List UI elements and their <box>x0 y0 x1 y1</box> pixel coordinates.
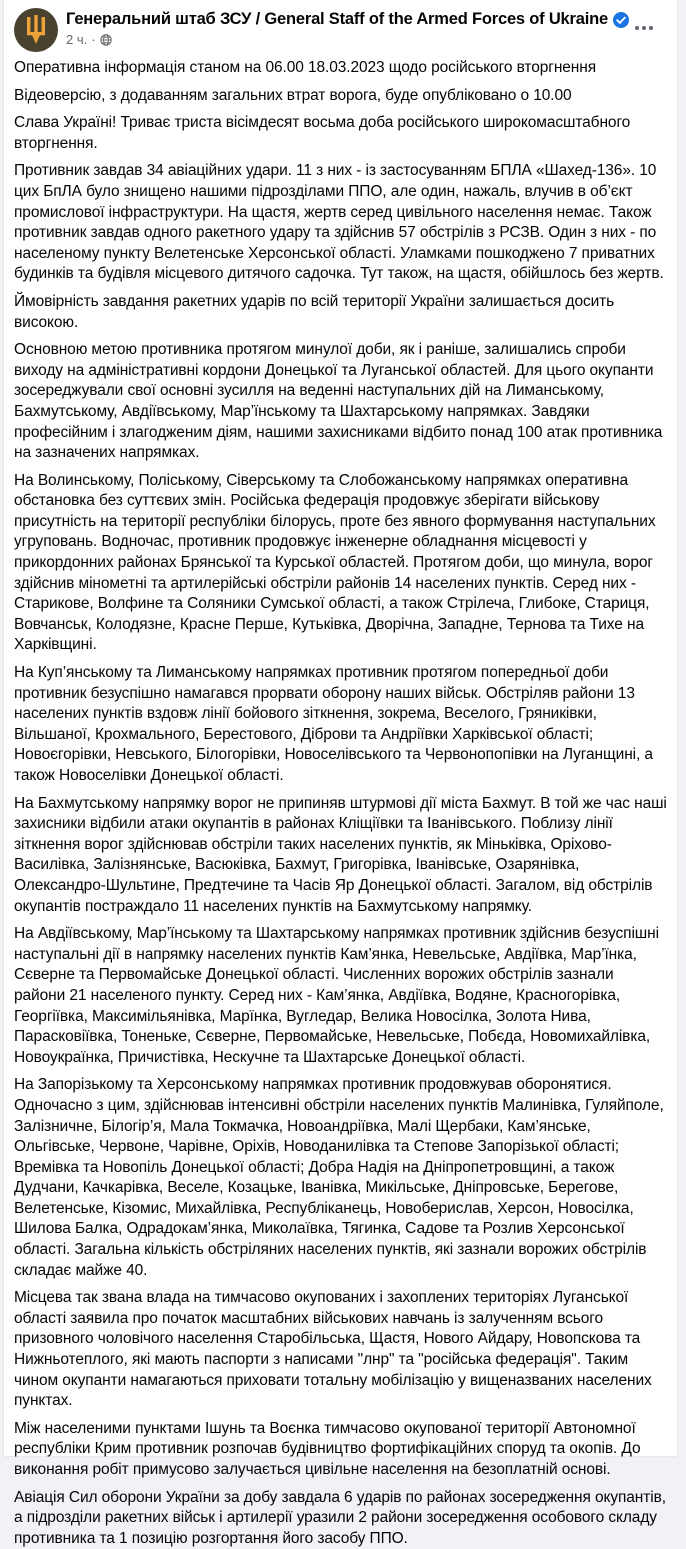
post-paragraph: Оперативна інформація станом на 06.00 18.03.2023 щодо російського вторгнення <box>14 59 597 76</box>
post-paragraph: Слава Україні! Триває триста вісімдесят восьма доба російського широкомасштабного вторгнення. <box>14 114 631 152</box>
post-timestamp[interactable]: 2 ч. <box>66 32 88 47</box>
post-header <box>4 0 677 56</box>
post-paragraph: Місцева так звана влада на тимчасово окупованих і захоплених територіях Луганської області заявила про початок масштабних військових навчань із залученням всього призовного чоловічого населення Старобільська, Щастя, Нового Айдару, Новопскова та Нижньотеплого, які мають паспорти з написами "лнр" та "російська федерація". Таким чином окупанти намагаються приховати тотальну мобілізацію у вищеназваних населених пунктах. <box>14 1289 652 1410</box>
post-paragraph: На Бахмутському напрямку ворог не припиняв штурмові дії міста Бахмут. В той же час наші захисники відбили атаки окупантів в районах Кліщіївки та Іванівського. Поблизу лінії зіткнення ворог здійснював обстріли таких населених пунктів, як Міньківка, Оріхово-Василівка, Залізнянське, Васюківка, Бахмут, Григорівка, Іванівське, Озарянівка, Олександро-Шультине, Предтечине та Часів Яр Донецької області. Загалом, від обстрілів окупантів постраждало 11 населених пунктів на Бахмутському напрямку. <box>14 794 667 915</box>
avatar[interactable] <box>14 8 58 52</box>
post-paragraph: Ймовірність завдання ракетних ударів по всій території України залишається досить високою. <box>14 292 615 331</box>
facebook-post-card <box>4 0 677 1547</box>
more-options-icon <box>649 26 653 30</box>
post-paragraph: На Волинському, Поліському, Сіверському та Слобожанському напрямках оперативна обстановка без суттєвих змін. Російська федерація продовжує зберігати військову присутність на території республіки білорусь, проте без явного формування наступальних угруповань. Водночас, противник продовжує інженерне обладнання місцевості у прикордонних районах Брянської та Курської областей. Протягом доби, що минула, ворог здійснив мінометні та артилерійські обстріли районів 14 населених пунктів. Серед них - Старикове, Волфине та Соляники Сумської області, а також Стрілеча, Глибоке, Стариця, Вовчанськ, Колодязне, Красне Перше, Кутьківка, Дворічна, Западне, Тернова та Тихе на Харківщині. <box>14 471 656 654</box>
more-options-button[interactable] <box>633 20 655 36</box>
post-paragraph: На Запорізькому та Херсонському напрямках противник продовжував оборонятися. Одночасно з цим, здійснював інтенсивні обстріли населених пунктів Малинівка, Гуляйполе, Залізничне, Білогір’я, Мала Токмачка, Новоандріївка, Малі Щербаки, Кам’янське, Ольгівське, Червоне, Чарівне, Оріхів, Новоданилівка та Степове Запорізької області; Времівка та Новопіль Донецької області; Добра Надія на Дніпропетровщині, а також Дудчани, Качкарівка, Веселе, Козацьке, Іванівка, Микільське, Дніпровське, Берегове, Велетенське, Кізомис, Михайлівка, Республіканець, Новоберислав, Херсон, Новосілка, Шилова Балка, Одрадокам’янка, Миколаївка, Тягинка, Садове та Розлив Херсонської області. Загальна кількість обстріляних населених пунктів, які зазнали ворожих обстрілів складає майже 40. <box>14 1076 664 1279</box>
post-paragraph: Противник завдав 34 авіаційних удари. 11 з них - із застосуванням БПЛА «Шахед-136». 10 цих БпЛА було знищено нашими підрозділами ППО, але один, нажаль, влучив в об’єкт промислової інфраструктури. На щастя, жертв серед цивільного населення немає. Також противник завдав одного ракетного удару та здійснив 57 обстрілів з РСЗВ. Один з них - по населеному пункту Велетенське Херсонської області. Уламками пошкоджено 7 приватних будинків та будівля місцевого дитячого садочка. Тут також, на щастя, обійшлось без жертв. <box>14 162 664 283</box>
verified-badge-icon <box>613 12 629 28</box>
post-paragraph: На Куп’янському та Лиманському напрямках противник протягом попередньої доби противник безуспішно намагався прорвати оборону наших військ. Обстріляв райони 13 населених пунктів вздовж лінії бойового зіткнення, зокрема, Веселого, Гряниківки, Вільшаної, Крохмального, Берестового, Діброви та Андріївки Харківської області; Новоєгорівки, Невського, Білогорівки, Новоселівського та Червонопопівки на Луганщині, а також Новоселівки Донецької області. <box>14 664 653 784</box>
post-paragraph: Основною метою противника протягом минулої доби, як і раніше, залишались спроби виходу на адміністративні кордони Донецької та Луганської областей. Для цього окупанти зосереджували свої основні зусилля на веденні наступальних дій на Лиманському, Бахмутському, Авдіївському, Мар’їнському та Шахтарському напрямках. Завдяки професійним і злагодженим діям, нашими захисниками відбито понад 100 атак противника на зазначених напрямках. <box>14 341 663 462</box>
more-options-icon <box>642 26 646 30</box>
post-paragraph: Авіація Сил оборони України за добу завдала 6 ударів по районах зосередження окупантів, а підрозділи ракетних військ і артилерії уразили 2 райони зосередження особового складу противника та 1 позицію розгортання його засобу ППО. <box>14 1488 666 1547</box>
post-paragraph: Між населеними пунктами Ішунь та Воєнка тимчасово окупованої території Автономної республіки Крим противник розпочав будівництво фортифікаційних споруд та окопів. До виконання робіт примусово залучається цивільне населення на безоплатній основі. <box>14 1419 641 1478</box>
globe-icon <box>100 34 112 46</box>
post-paragraph: На Авдіївському, Мар’їнському та Шахтарському напрямках противник здійснив безуспішні наступальні дії в напрямку населених пунктів Кам’янка, Невельське, Авдіївка, Мар’їнка, Сєверне та Первомайське Донецької області. Численних ворожих обстрілів зазнали райони 21 населеного пункту. Серед них - Кам’янка, Авдіївка, Водяне, Красногорівка, Георгіївка, Максимільянівка, Марїнка, Вугледар, Велика Новосілка, Золота Нива, Парасковіївка, Тоненьке, Сєверне, Первомайське, Невельське, Побєда, Новомихайлівка, Новоукраїнка, Причистівка, Нескучне та Шахтарське Донецької області. <box>14 925 659 1066</box>
more-options-icon <box>635 26 639 30</box>
trident-icon <box>23 15 49 45</box>
post-meta <box>66 32 625 47</box>
post-paragraph: Відеоверсію, з додаванням загальних втрат ворога, буде опубліковано о 10.00 <box>14 86 572 104</box>
meta-separator: · <box>91 32 96 47</box>
page-name-link[interactable]: Генеральний штаб ЗСУ / General Staff of the Armed Forces of Ukraine <box>66 10 608 28</box>
post-header-text <box>66 8 625 47</box>
post-text <box>4 56 677 1549</box>
